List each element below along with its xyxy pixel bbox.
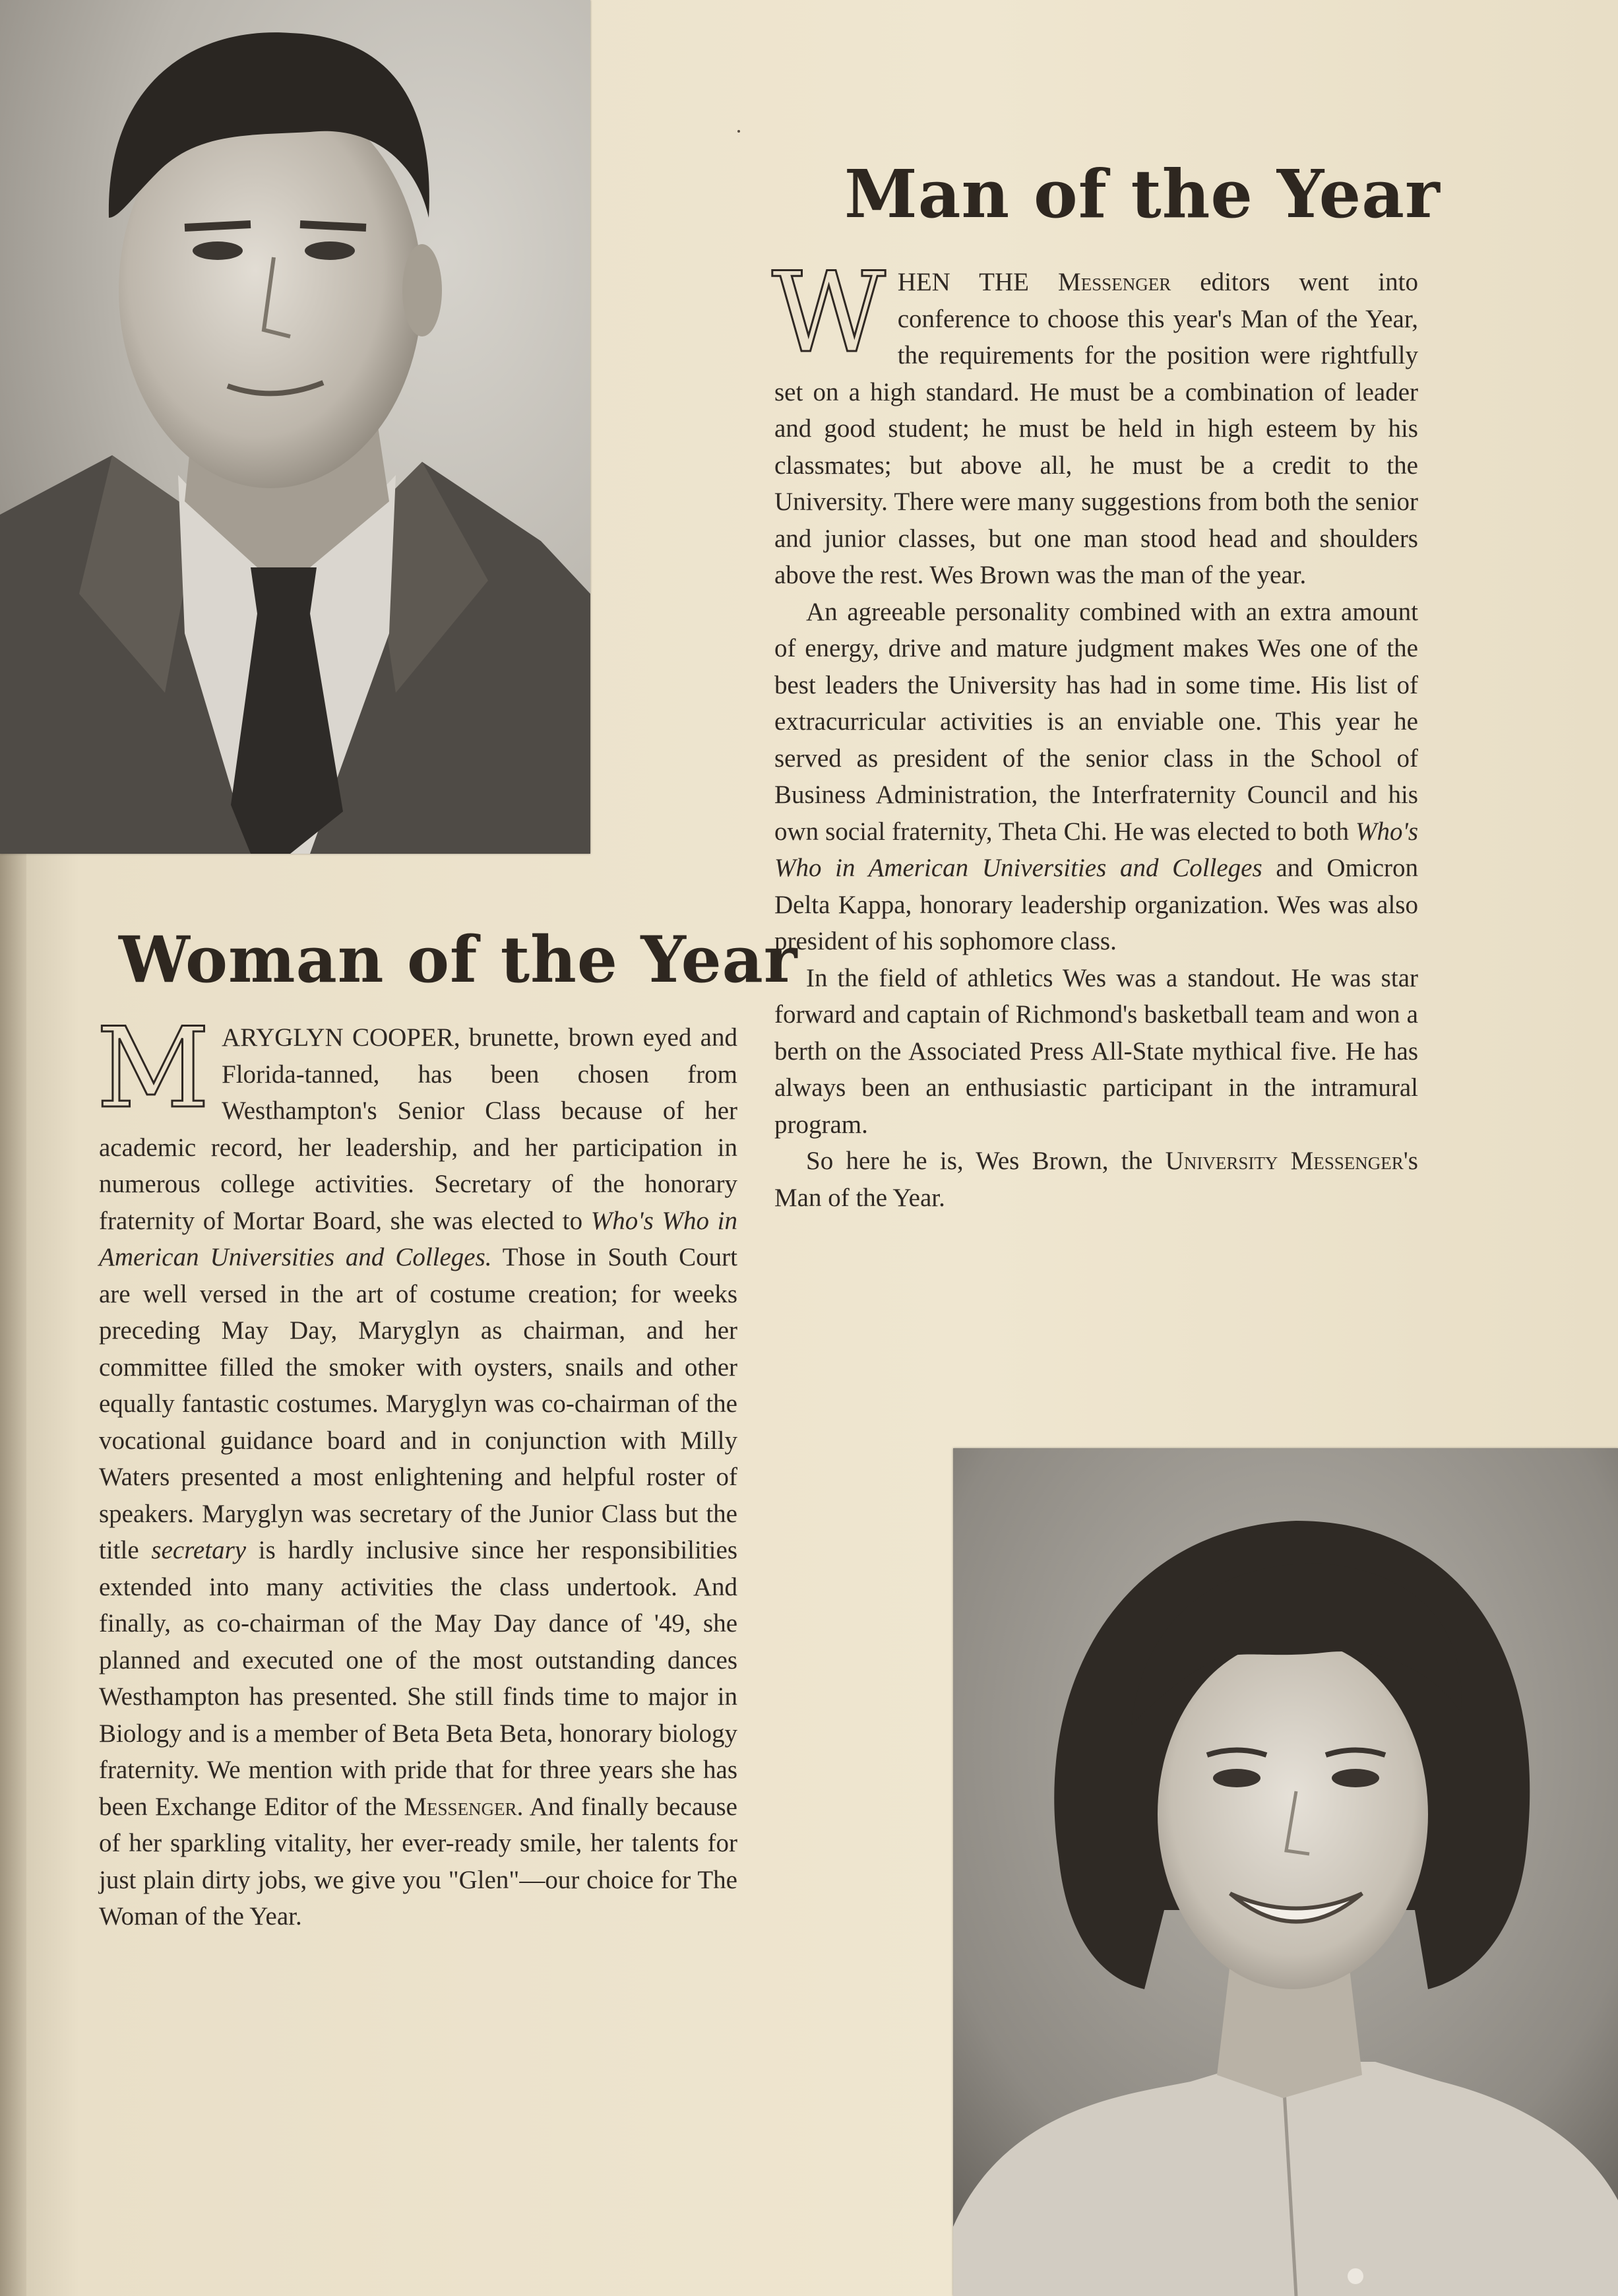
man-paragraph-4-text: So here he is, Wes Brown, the	[806, 1147, 1166, 1175]
man-article-paragraph-3: In the field of athletics Wes was a standout. He was star forward and captain of Richmond's basketball team and won a berth on the Associated Press All-State mythical five. He has always been an enthusiastic participant in the intramural program.	[774, 963, 1418, 1139]
woman-closing-text: . And finally because of her sparkling vitality, her ever-ready smile, her talents for just plain dirty jobs, we give you "Glen"—our choice for The Woman of the Year.	[99, 1792, 737, 1930]
man-lead-text: HEN THE	[897, 268, 1059, 296]
man-article-paragraph-4	[774, 1143, 1418, 1216]
man-of-the-year-heading: Man of the Year	[844, 155, 1441, 233]
woman-of-the-year-heading: Woman of the Year	[119, 922, 798, 997]
woman-secretary-italic: secretary	[151, 1536, 247, 1564]
woman-portrait-photo	[953, 1448, 1618, 2296]
man-lead-messenger: Messenger	[1058, 268, 1171, 296]
man-whos-who-title: Who's Who in American Universities and Colleges	[774, 817, 1418, 882]
man-paragraph-2-end: and Omicron Delta Kappa, honorary leadership organization. Wes was also president of his sophomore class.	[774, 854, 1419, 955]
man-of-the-year-article	[772, 248, 1419, 1216]
man-paragraph-2-text: An agreeable personality combined with an extra amount of energy, drive and mature judgment makes Wes one of the best leaders the University has had in some time. His list of extracurricular activities is an enviable one. This year he served as president of the senior class in the School of Business Administration, the Interfraternity Council and his own social fraternity, Theta Chi. He was elected to both	[774, 597, 1418, 846]
woman-whos-who-title: Who's Who in American Universities and Colleges.	[99, 1206, 737, 1271]
woman-drop-cap: M	[96, 1004, 210, 1133]
man-portrait-image	[0, 0, 590, 854]
man-drop-cap: W	[772, 248, 886, 377]
woman-portrait-image	[953, 1448, 1618, 2296]
woman-rest-text: is hardly inclusive since her responsibilities extended into many activities the class undertook. And finally, as co-chairman of the May Day dance of '49, she planned and executed one of the most outstanding dances Westhampton has presented. She still finds time to major in Biology and is a member of Beta Beta Beta, honorary biology fraternity. We mention with pride that for three years she has been Exchange Editor of the	[99, 1536, 737, 1821]
woman-middle-text: Those in South Court are well versed in the art of costume creation; for weeks preceding May Day, Maryglyn as chairman, and her committee filled the smoker with oysters, snails and other equally fantastic costumes. Maryglyn was co-chairman of the vocational guidance board and in conjunction with Milly Waters presented a most enlightening and helpful roster of speakers. Maryglyn was secretary of the Junior Class but the title	[99, 1243, 737, 1564]
woman-messenger-smallcaps: Messenger	[404, 1792, 517, 1821]
man-portrait-photo	[0, 0, 590, 854]
print-speck	[737, 130, 740, 133]
man-article-paragraph-2	[774, 594, 1418, 960]
man-paragraph-4-end: 's Man of the Year.	[774, 1147, 1418, 1212]
woman-of-the-year-article	[96, 1004, 737, 1935]
man-university-messenger: University Messenger	[1165, 1147, 1404, 1175]
man-paragraph-1-text: editors went into conference to choose this year's Man of the Year, the requirements for the position were rightfully set on a high standard. He must be a combination of leader and good student; he must be held in high esteem by his classmates; but above all, he must be a credit to the University. There were many suggestions from both the senior and junior classes, but one man stood head and shoulders above the rest. Wes Brown was the man of the year.	[774, 268, 1418, 589]
man-article-paragraph-1	[772, 248, 1418, 594]
woman-article-paragraph	[96, 1004, 737, 1935]
woman-lead-text: ARYGLYN COOPER, brunette, brown eyed and Florida-tanned, has been chosen from Westhampton's Senior Class because of her academic record, her leadership, and her participation in numerous college activities. Secretary of the honorary fraternity of Mortar Board, she was elected to	[99, 1023, 737, 1235]
